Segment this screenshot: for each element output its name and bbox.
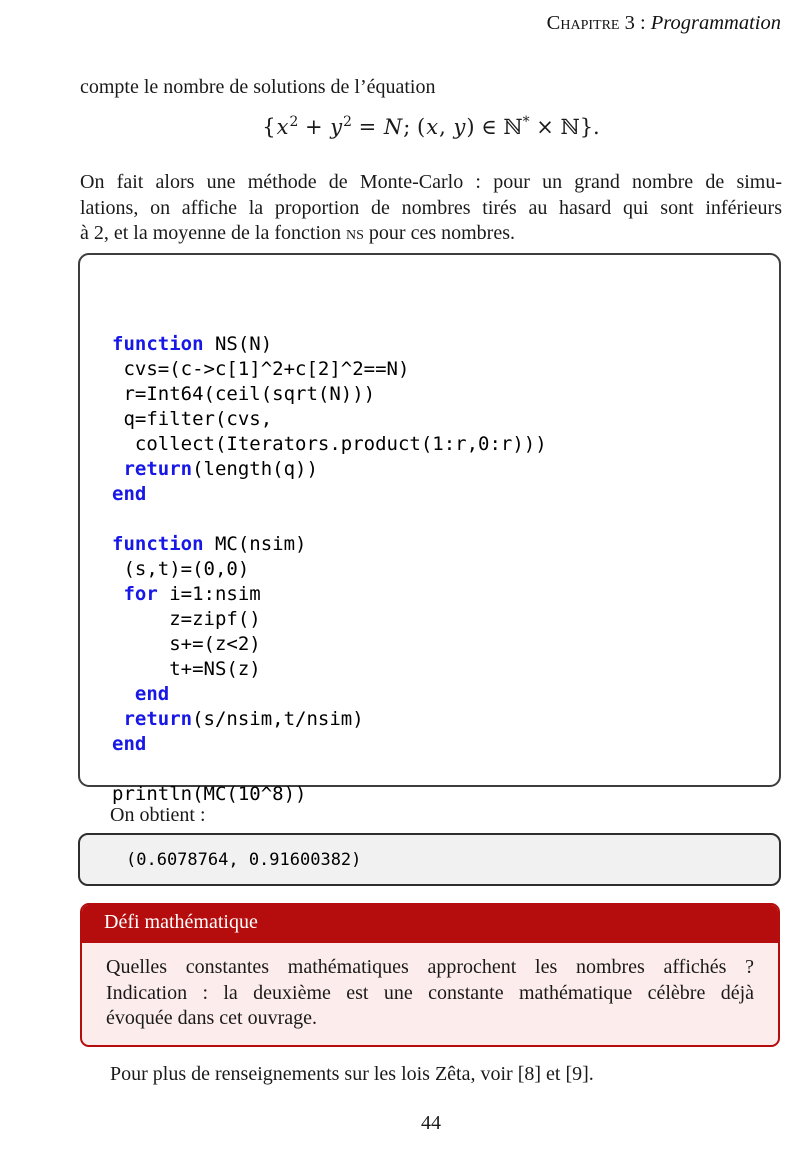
text-segment: y <box>453 115 466 139</box>
text-line: Indication : la deuxième est une constante mathématique célèbre déjà <box>106 981 754 1004</box>
text-segment: { <box>262 115 276 139</box>
page-number: 44 <box>421 1112 441 1134</box>
code-line: function MC(nsim) <box>112 533 307 555</box>
code-line <box>112 507 773 532</box>
text-segment: 2 <box>289 114 299 130</box>
challenge-box-title: Défi mathématique <box>82 905 778 943</box>
code-line <box>112 482 773 507</box>
code-block <box>78 253 781 805</box>
code-line: collect(Iterators.product(1:r,0:r))) <box>112 433 547 455</box>
code-line: (s,t)=(0,0) <box>112 558 250 580</box>
text-segment: 2 <box>343 114 352 130</box>
code-line <box>112 682 773 707</box>
code-line: s+=(z<2) <box>112 633 261 655</box>
code-line <box>112 757 773 782</box>
code-line: return(s/nsim,t/nsim) <box>123 708 364 730</box>
text-segment: x <box>426 115 439 139</box>
code-keyword: for <box>123 583 158 605</box>
text-segment: y <box>330 115 343 139</box>
text-segment: ns <box>346 222 364 244</box>
footer-note: Pour plus de renseignements sur les lois Zêta, voir [8] et [9]. <box>110 1063 594 1085</box>
code-line: println(MC(10^8)) <box>112 783 307 805</box>
code-keyword: function <box>112 533 204 555</box>
intro-text: compte le nombre de solutions de l’équation <box>80 76 436 98</box>
text-segment: à 2, et la moyenne de la fonction <box>80 222 347 244</box>
output-block <box>78 833 781 886</box>
code-keyword: end <box>134 683 170 705</box>
text-segment: = <box>351 115 383 139</box>
challenge-box-body <box>82 943 778 1032</box>
chapter-heading <box>547 12 781 35</box>
code-keyword: end <box>112 733 147 755</box>
text-segment: ) ∈ ℕ <box>466 115 523 139</box>
text-line: évoquée dans cet ouvrage. <box>106 1007 318 1029</box>
code-line: for i=1:nsim <box>123 583 261 605</box>
math-formula <box>80 115 782 139</box>
text-segment: N <box>383 115 403 139</box>
body-paragraph <box>80 170 782 247</box>
code-lines <box>112 332 773 807</box>
text-line: Quelles constantes mathématiques approchent les nombres affichés ? <box>106 956 754 978</box>
text-segment: * <box>522 114 530 130</box>
text-segment: x <box>276 115 289 139</box>
code-line: z=zipf() <box>112 608 261 630</box>
code-keyword: end <box>112 483 147 505</box>
text-segment: On fait alors une méthode de Monte-Carlo : pour un grand nombre de simu- <box>80 171 782 193</box>
code-line: cvs=(c->c[1]^2+c[2]^2==N) <box>112 358 410 380</box>
text-line <box>80 221 782 247</box>
text-segment: pour ces nombres. <box>363 222 515 244</box>
code-keyword: function <box>112 333 204 355</box>
code-line: q=filter(cvs, <box>112 408 273 430</box>
code-keyword: return <box>123 708 193 730</box>
text-segment: lations, on affiche la proportion de nombres tirés au hasard qui sont inférieurs <box>80 196 782 219</box>
text-segment: + <box>298 115 330 139</box>
text-segment: , <box>439 115 453 139</box>
text-line <box>80 170 782 196</box>
output-text: (0.6078764, 0.91600382) <box>126 849 362 870</box>
code-line: t+=NS(z) <box>112 658 261 680</box>
text-line <box>80 196 782 222</box>
code-line: r=Int64(ceil(sqrt(N))) <box>112 383 376 405</box>
code-line <box>112 732 773 757</box>
text-segment: ; ( <box>403 115 426 139</box>
code-keyword: return <box>123 458 193 480</box>
result-intro-text: On obtient : <box>110 804 206 826</box>
code-line: return(length(q)) <box>123 458 318 480</box>
text-segment: Chapitre 3 : <box>546 12 651 34</box>
code-line: function NS(N) <box>112 333 273 355</box>
challenge-box <box>80 903 780 1047</box>
text-segment: Programmation <box>650 12 781 34</box>
text-segment: × ℕ}. <box>529 115 600 139</box>
